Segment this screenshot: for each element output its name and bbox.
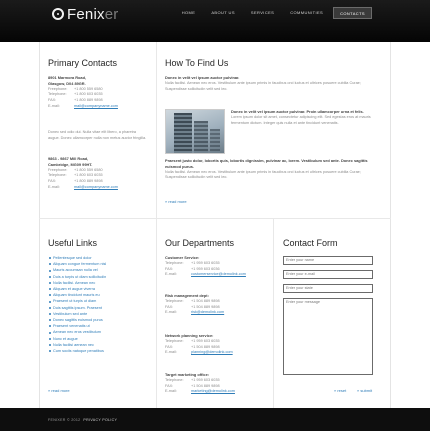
primary-address-2 (48, 156, 148, 191)
email-field[interactable]: Enter your e-mail (283, 270, 373, 279)
primary-address-1 (48, 75, 148, 110)
state-field[interactable]: Enter your state (283, 284, 373, 293)
address-line: 9863 - 9867 Mill Road, (48, 156, 89, 161)
useful-link[interactable]: Aliquam et augue viverra (48, 286, 148, 292)
useful-link[interactable]: Duis sagittis ipsum. Praesent (48, 305, 148, 311)
primary-note: Donec sed odio dui. Nulla vitae elit libero, a pharetra augue. Donec ullamcorper nulla non metus auctor fringilla. (48, 130, 147, 140)
site-header (0, 0, 430, 42)
privacy-policy-link[interactable]: PRIVACY POLICY (83, 418, 118, 422)
column-divider (156, 42, 157, 408)
contact-row: Telephone: +1 800 603 6035 (48, 92, 103, 97)
email-link[interactable]: planning@demolink.com (191, 350, 233, 355)
email-link[interactable]: risk@demolink.com (191, 310, 225, 315)
useful-read-more-link[interactable]: » read more (48, 388, 70, 393)
section-divider (39, 218, 391, 219)
useful-link[interactable]: Mauris accumsan nulla vel (48, 267, 148, 273)
email-link[interactable]: marketing@demolink.com (191, 389, 235, 394)
useful-link[interactable]: Pellentesque sed dolor (48, 255, 148, 261)
contact-row: Freephone: +1 800 559 6580 (48, 167, 103, 172)
find-paragraph-2: Donec in velit vel ipsum auctor pulvinar. Proin ullamcorper urna et felis. Lorem ipsum dolor sit amet, consectetur adipiscing elit. Sed egestas eros at mauris fermentum dictum. Integer quis nulla et ante tincidunt venenatis. (231, 109, 371, 125)
logo-text: Fenixer (67, 5, 119, 23)
useful-link[interactable]: Vestibulum sed ante (48, 311, 148, 317)
primary-contacts-heading: Primary Contacts (48, 58, 118, 68)
email-link[interactable]: mail@companyname.com (74, 103, 118, 108)
nav-home[interactable]: HOME (181, 10, 196, 15)
nav-communities[interactable]: COMMUNITIES (290, 10, 324, 15)
address-line: 8901 Marmora Road, (48, 75, 87, 80)
reset-button[interactable]: » reset (334, 388, 347, 393)
useful-link[interactable]: Aenean nec eros vestibulum (48, 329, 148, 335)
useful-link[interactable]: Nulla facilisi aenean nec (48, 342, 148, 348)
contact-row: E-mail: mail@companyname.com (48, 103, 118, 108)
address-line: Glasgow, D04 89GR. (48, 80, 86, 86)
site-footer (0, 408, 430, 431)
copyright-text: FENIXER © 2012 (48, 418, 81, 422)
contact-row: Freephone: +1 800 559 6580 (48, 86, 103, 91)
find-paragraph-1: Donec in velit vel ipsum auctor pulvinar. Nulla facilisi. Aenean nec eros. Vestibulum ante ipsum primis in faucibus orci luctus et ultrices posuere cubilia Curae; Suspendisse sollicitudin velit sed leo. (165, 75, 361, 91)
column-divider (273, 218, 274, 408)
find-us-heading: How To Find Us (165, 58, 229, 68)
contact-row: FAX: +1 800 889 9898 (48, 179, 103, 184)
contact-form-heading: Contact Form (283, 238, 338, 248)
logo-icon (52, 8, 64, 20)
useful-link[interactable]: Aliquam tincidunt mauris eu (48, 292, 148, 298)
find-read-more-link[interactable]: » read more (165, 199, 187, 204)
useful-link[interactable]: Praesent venenatis ut (48, 323, 148, 329)
department-block: Risk management dept: Telephone: +1 504 889 9898 FAX: +1 504 889 9898 E-mail: risk@demolink.com (165, 293, 225, 315)
message-field[interactable]: Enter your message (283, 298, 373, 375)
contact-row: E-mail: mail@companyname.com (48, 184, 118, 189)
useful-links-heading: Useful Links (48, 238, 98, 248)
name-field[interactable]: Enter your name (283, 256, 373, 265)
nav-contacts[interactable]: CONTACTS (333, 7, 372, 19)
useful-links-list (48, 255, 148, 354)
department-block: Target marketing office: Telephone: +1 959 603 6035 FAX: +1 504 889 9898 E-mail: marketing@demolink.com (165, 372, 235, 394)
useful-link[interactable]: Aliquam congue fermentum nisl (48, 261, 148, 267)
address-line: Cambridge, MG09 99HT. (48, 161, 93, 167)
contact-row: Telephone: +1 800 603 6035 (48, 173, 103, 178)
nav-about-us[interactable]: ABOUT US (211, 10, 235, 15)
useful-link[interactable]: Cum sociis natoque penatibus (48, 348, 148, 354)
useful-link[interactable]: Donec sagittis euismod purus (48, 317, 148, 323)
building-image (165, 109, 225, 154)
email-link[interactable]: mail@companyname.com (74, 184, 118, 189)
submit-button[interactable]: » submit (357, 388, 373, 393)
useful-link[interactable]: Praesent ut turpis ut diam (48, 298, 148, 304)
find-paragraph-3: Praesent justo dolor, lobortis quis, lobortis dignissim, pulvinar ac, lorem. Vestibulum sed ante. Donec sagittis euismod purus. Nulla facilisi. Aenean nec eros. Vestibulum ante ipsum primis in faucibus orci luctus et ultrices posuere cubilia Curae; Suspendisse sollicitudin velit sed leo. (165, 158, 368, 180)
department-block: Customer Service: Telephone: +1 959 603 6035 FAX: +1 959 603 6036 E-mail: customerservice@demolink.com (165, 255, 246, 277)
useful-link[interactable]: Duis a turpis ut diam sollicitudin (48, 274, 148, 280)
useful-link[interactable]: Nunc et augue (48, 336, 148, 342)
departments-heading: Our Departments (165, 238, 235, 248)
main-nav (176, 7, 372, 19)
department-block: Network planning service: Telephone: +1 959 603 6035 FAX: +1 504 889 9898 E-mail: planning@demolink.com (165, 333, 233, 355)
contact-row: FAX: +1 800 889 9898 (48, 98, 103, 103)
useful-link[interactable]: Nulla facilisi. Aenean nec (48, 280, 148, 286)
logo[interactable] (52, 3, 118, 25)
email-link[interactable]: customerservice@demolink.com (191, 272, 246, 277)
nav-services[interactable]: SERVICES (250, 10, 275, 15)
